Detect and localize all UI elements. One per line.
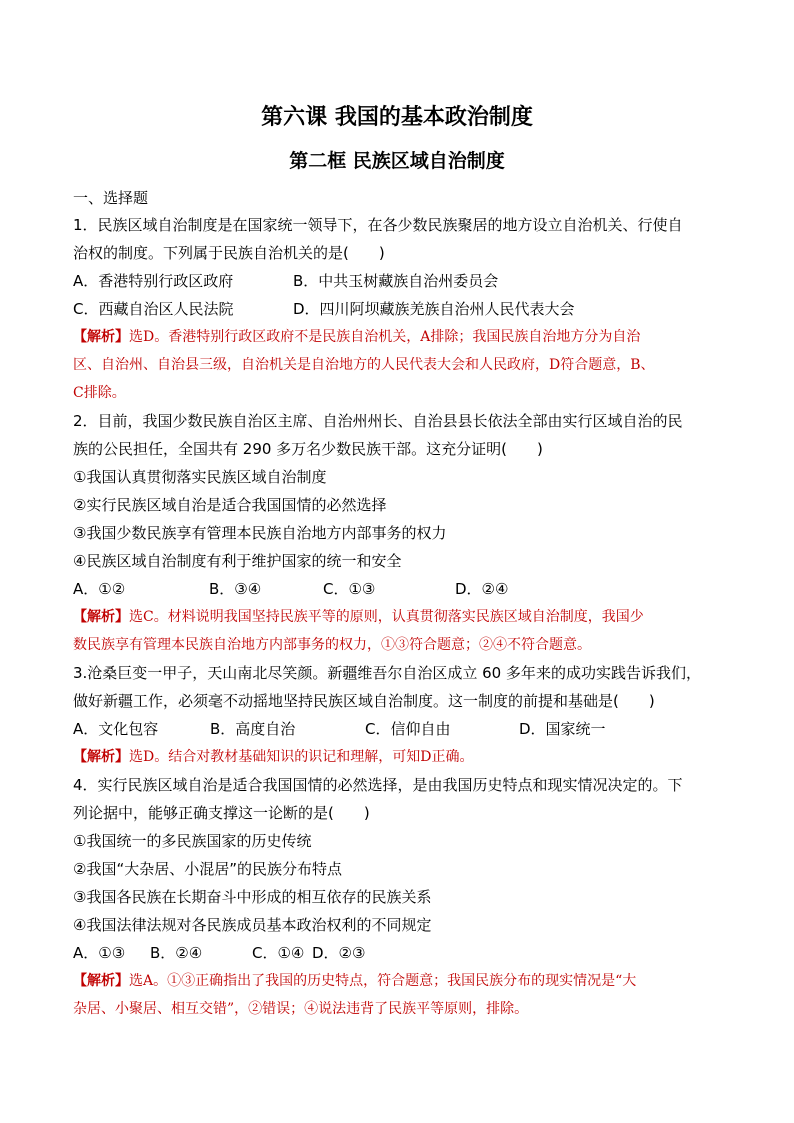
q2-statement-2: ②实行民族区域自治是适合我国国情的必然选择 bbox=[73, 496, 387, 514]
q4-statement-4: ④我国法律法规对各民族成员基本政治权利的不同规定 bbox=[73, 916, 432, 934]
q2-stem-line1: 2．目前，我国少数民族自治区主席、自治州州长、自治县县长依法全部由实行区域自治的民 bbox=[73, 412, 683, 430]
q4-option-d: D．②③ bbox=[312, 944, 366, 962]
q4-option-b: B．②④ bbox=[150, 944, 203, 962]
q1-option-c: C．西藏自治区人民法院 bbox=[73, 300, 234, 318]
q3-stem-line1: 3.沧桑巨变一甲子，天山南北尽笑颜。新疆维吾尔自治区成立 60 多年来的成功实践告诉我们， bbox=[73, 664, 701, 682]
q2-options-row bbox=[73, 579, 733, 599]
q2-option-b: B．③④ bbox=[209, 580, 262, 598]
q1-analysis-line1 bbox=[73, 327, 733, 347]
q4-statement-1: ①我国统一的多民族国家的历史传统 bbox=[73, 832, 312, 850]
q4-statement-3: ③我国各民族在长期奋斗中形成的相互依存的民族关系 bbox=[73, 888, 432, 906]
q2-option-a: A．①② bbox=[73, 580, 126, 598]
q3-options-row bbox=[73, 719, 733, 739]
q1-analysis-line2: 区、自治州、自治县三级，自治机关是自治地方的人民代表大会和人民政府，D符合题意，B、 bbox=[73, 357, 655, 373]
q2-analysis-line2: 数民族享有管理本民族自治地方内部事务的权力，①③符合题意；②④不符合题意。 bbox=[73, 637, 591, 653]
q2-analysis-line1 bbox=[73, 607, 733, 627]
q2-statement-4: ④民族区域自治制度有利于维护国家的统一和安全 bbox=[73, 552, 402, 570]
q4-analysis-line1 bbox=[73, 971, 733, 991]
q2-analysis-text1: 选C。材料说明我国坚持民族平等的原则，认真贯彻落实民族区域自治制度，我国少 bbox=[129, 609, 644, 625]
q1-options-row1 bbox=[73, 271, 733, 291]
q3-option-c: C．信仰自由 bbox=[365, 720, 451, 738]
q4-stem-line2: 列论据中，能够正确支撑这一论断的是( ) bbox=[73, 804, 370, 822]
q3-stem-line2: 做好新疆工作，必须毫不动摇地坚持民族区域自治制度。这一制度的前提和基础是( ) bbox=[73, 692, 655, 710]
q3-option-b: B．高度自治 bbox=[210, 720, 296, 738]
q2-statement-1: ①我国认真贯彻落实民族区域自治制度 bbox=[73, 468, 327, 486]
q1-stem-line2: 治权的制度。下列属于民族自治机关的是( ) bbox=[73, 244, 385, 262]
q2-option-d: D．②④ bbox=[455, 580, 509, 598]
q1-analysis-line3: C排除。 bbox=[73, 385, 126, 401]
q3-option-a: A．文化包容 bbox=[73, 720, 159, 738]
q3-analysis-tag: 【解析】 bbox=[73, 749, 129, 765]
q3-analysis-line1 bbox=[73, 747, 733, 767]
section-heading: 一、选择题 bbox=[73, 189, 149, 207]
lesson-title: 第六课 我国的基本政治制度 bbox=[261, 105, 533, 130]
q2-analysis-tag: 【解析】 bbox=[73, 609, 129, 625]
section-subtitle: 第二框 民族区域自治制度 bbox=[289, 150, 505, 172]
q2-stem-line2: 族的公民担任，全国共有 290 多万名少数民族干部。这充分证明( ) bbox=[73, 440, 543, 458]
q3-analysis-text1: 选D。结合对教材基础知识的识记和理解，可知D正确。 bbox=[129, 749, 474, 765]
q2-statement-3: ③我国少数民族享有管理本民族自治地方内部事务的权力 bbox=[73, 524, 447, 542]
q1-analysis-tag: 【解析】 bbox=[73, 329, 129, 345]
q4-option-c: C．①④ bbox=[252, 944, 305, 962]
q2-option-c: C．①③ bbox=[323, 580, 376, 598]
q1-option-b: B．中共玉树藏族自治州委员会 bbox=[293, 272, 499, 290]
q3-option-d: D．国家统一 bbox=[519, 720, 606, 738]
q4-stem-line1: 4．实行民族区域自治是适合我国国情的必然选择，是由我国历史特点和现实情况决定的。下 bbox=[73, 776, 683, 794]
q1-analysis-text1: 选D。香港特别行政区政府不是民族自治机关，A排除；我国民族自治地方分为自治 bbox=[129, 329, 641, 345]
q4-analysis-tag: 【解析】 bbox=[73, 973, 129, 989]
q4-option-a: A．①③ bbox=[73, 944, 126, 962]
q4-analysis-line2: 杂居、小聚居、相互交错”，②错误；④说法违背了民族平等原则，排除。 bbox=[73, 1001, 529, 1017]
q4-options-row bbox=[73, 943, 733, 963]
q1-option-d: D．四川阿坝藏族羌族自治州人民代表大会 bbox=[293, 300, 575, 318]
q1-option-a: A．香港特别行政区政府 bbox=[73, 272, 234, 290]
q1-options-row2 bbox=[73, 299, 733, 319]
q4-analysis-text1: 选A。①③正确指出了我国的历史特点，符合题意；我国民族分布的现实情况是“大 bbox=[129, 973, 637, 989]
q4-statement-2: ②我国“大杂居、小混居”的民族分布特点 bbox=[73, 860, 342, 878]
q1-stem-line1: 1．民族区域自治制度是在国家统一领导下，在各少数民族聚居的地方设立自治机关、行使自 bbox=[73, 216, 683, 234]
